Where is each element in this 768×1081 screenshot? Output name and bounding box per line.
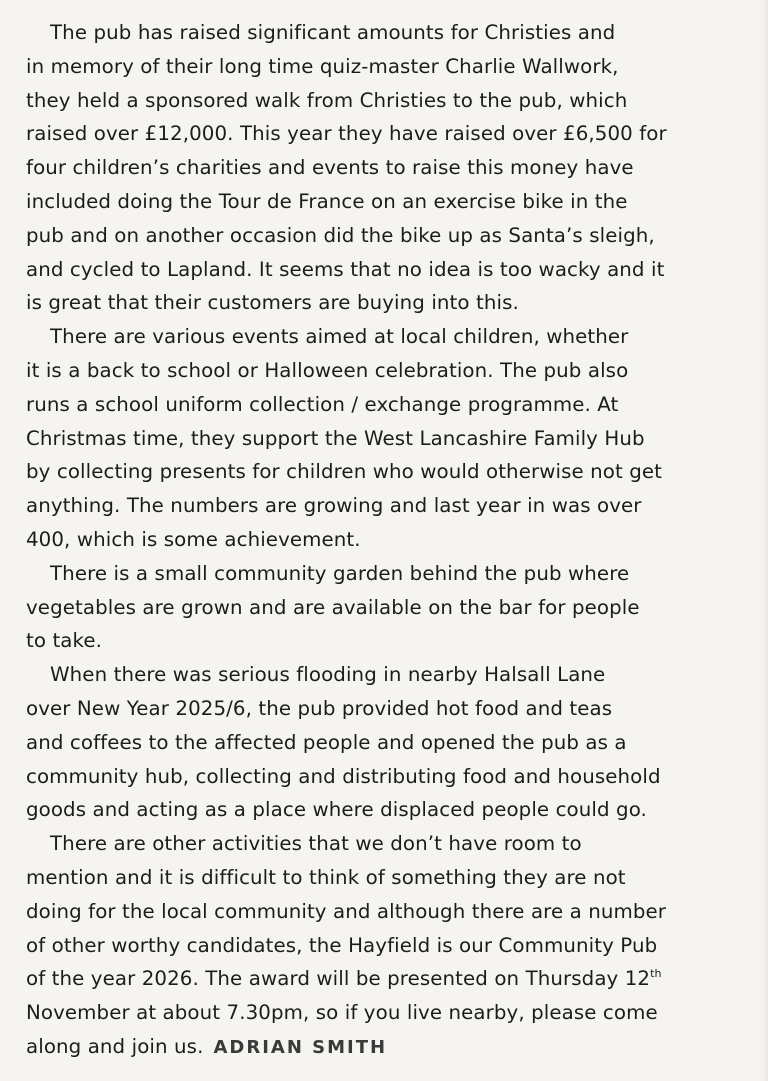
author-byline: ADRIAN SMITH (213, 1036, 388, 1058)
text-line: is great that their customers are buying into this. (26, 291, 519, 315)
text-line: vegetables are grown and are available on the bar for people (26, 595, 640, 619)
text-line: doing for the local community and although there are a number (26, 899, 667, 923)
text-line: goods and acting as a place where displaced people could go. (26, 798, 647, 822)
text-line: Christmas time, they support the West Lancashire Family Hub (26, 426, 645, 450)
text-line: four children’s charities and events to raise this money have (26, 156, 634, 180)
paragraph-children-events (26, 320, 750, 557)
text-line: over New Year 2025/6, the pub provided hot food and teas (26, 696, 613, 720)
scan-edge-shadow (762, 0, 768, 1081)
text-line: anything. The numbers are growing and last year in was over (26, 494, 642, 518)
text-line: community hub, collecting and distributing food and household (26, 764, 661, 788)
text-line: mention and it is difficult to think of something they are not (26, 865, 626, 889)
paragraph-award (26, 827, 750, 1065)
text-line: they held a sponsored walk from Christies to the pub, which (26, 88, 628, 112)
text-line: There are other activities that we don’t have room to (50, 832, 582, 856)
text-line-segment: along and join us. (26, 1034, 204, 1058)
text-line-with-byline (26, 1030, 750, 1065)
text-line: and cycled to Lapland. It seems that no idea is too wacky and it (26, 257, 665, 281)
text-line: There is a small community garden behind the pub where (50, 561, 630, 585)
article-body (26, 16, 750, 1066)
ordinal-superscript: th (650, 967, 662, 981)
text-line: it is a back to school or Halloween celebration. The pub also (26, 358, 629, 382)
text-line: November at about 7.30pm, so if you live nearby, please come (26, 1001, 658, 1025)
text-line: by collecting presents for children who would otherwise not get (26, 460, 662, 484)
text-line: When there was serious flooding in nearby Halsall Lane (50, 663, 606, 687)
paragraph-flooding (26, 658, 750, 827)
text-line: to take. (26, 629, 103, 653)
text-line: The pub has raised significant amounts for Christies and (50, 21, 616, 44)
text-line: raised over £12,000. This year they have raised over £6,500 for (26, 122, 667, 146)
paragraph-fundraising (26, 16, 750, 320)
text-line-segment: of the year 2026. The award will be presented on Thursday 12 (26, 967, 651, 991)
text-line-with-date (26, 962, 750, 996)
paragraph-community-garden (26, 557, 750, 658)
text-line: There are various events aimed at local children, whether (50, 325, 629, 349)
text-line: pub and on another occasion did the bike up as Santa’s sleigh, (26, 223, 655, 247)
text-line: of other worthy candidates, the Hayfield is our Community Pub (26, 933, 658, 957)
text-line: included doing the Tour de France on an exercise bike in the (26, 189, 628, 213)
text-line: runs a school uniform collection / exchange programme. At (26, 392, 619, 416)
text-line: and coffees to the affected people and opened the pub as a (26, 730, 627, 754)
text-line: in memory of their long time quiz-master Charlie Wallwork, (26, 54, 619, 78)
text-line: 400, which is some achievement. (26, 527, 361, 551)
